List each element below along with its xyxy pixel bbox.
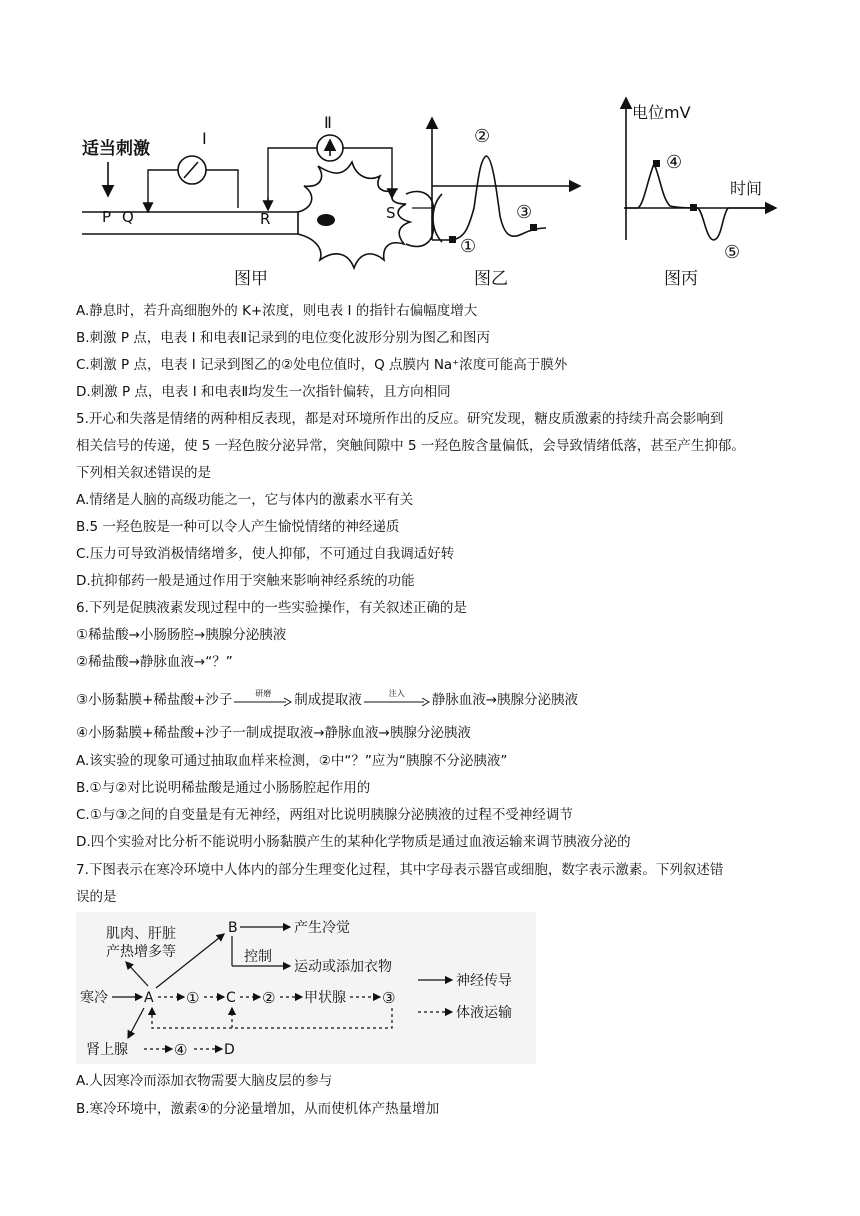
mark-3: ③ [516,202,533,223]
cold-sensation-label: 产生冷觉 [294,920,350,936]
panel-yi [432,118,580,289]
q7-stem-2: 误的是 [76,889,117,905]
figure-neuron-potential [76,90,786,296]
q6-stem: 6.下列是促胰液素发现过程中的一些实验操作，有关叙述正确的是 [76,600,467,616]
node-b: B [228,920,238,936]
hormone-2: ② [262,989,276,1007]
q7-stem-1: 7.下图表示在寒冷环境中人体内的部分生理变化过程，其中字母表示器官或细胞，数字表示激素。下列叙述错 [76,862,724,878]
control-label: 控制 [244,949,272,965]
point-p: P [102,208,112,226]
q6-op-4: ④小肠黏膜+稀盐酸+沙子一制成提取液→静脉血液→胰腺分泌胰液 [76,725,471,741]
exercise-clothes-label: 运动或添加衣物 [294,959,392,975]
axis-x-label: 时间 [730,179,763,198]
panel-bing [624,98,776,289]
point-q: Q [122,208,134,226]
q7-option-b: B.寒冷环境中，激素④的分泌量增加，从而使机体产热量增加 [76,1101,440,1117]
arrow-right-icon [234,697,292,707]
arrow-right-icon [364,697,430,707]
muscle-liver-label: 肌肉、肝脏 [106,926,176,942]
stimulus-label: 适当刺激 [82,139,150,159]
q6-option-d: D.四个实验对比分析不能说明小肠黏膜产生的某种化学物质是通过血液运输来调节胰液分泌的 [76,834,631,850]
adrenal-label: 肾上腺 [86,1042,128,1058]
q5-stem-3: 下列相关叙述错误的是 [76,465,211,481]
q6-option-a: A.该实验的现象可通过抽取血样来检测，②中“？”应为“胰腺不分泌胰液” [76,753,508,769]
q7-option-a: A.人因寒冷而添加衣物需要大脑皮层的参与 [76,1073,333,1089]
q6-op-3c: 静脉血液→胰腺分泌胰液 [431,692,579,708]
mark-4: ④ [666,152,683,173]
mark-2: ② [474,126,491,147]
q6-option-c: C.①与③之间的自变量是有无神经，两组对比说明胰腺分泌胰液的过程不受神经调节 [76,807,573,823]
mark-5: ⑤ [724,242,741,263]
heat-increase-label: 产热增多等 [106,944,176,960]
node-a: A [144,990,154,1006]
hormone-4: ④ [174,1041,188,1059]
caption-jia: 图甲 [234,269,268,289]
q4-option-a: A.静息时，若升高细胞外的 K+浓度，则电表 I 的指针右偏幅度增大 [76,303,478,319]
arrow-inject-label: 注入 [388,689,405,698]
mark-1: ① [460,236,477,257]
q6-op-3b: 制成提取液 [294,692,362,708]
node-c: C [226,990,236,1006]
q6-op-1: ①稀盐酸→小肠肠腔→胰腺分泌胰液 [76,627,287,643]
q5-option-c: C.压力可导致消极情绪增多，使人抑郁，不可通过自我调适好转 [76,546,455,562]
arrow-grind [234,690,292,710]
legend-nerve: 神经传导 [456,973,512,989]
legend-fluid: 体液运输 [456,1005,512,1021]
hormone-3: ③ [382,989,396,1007]
arrow-inject [364,690,430,710]
q5-stem-1: 5.开心和失落是情绪的两种相反表现，都是对环境所作出的反应。研究发现，糖皮质激素的持续升高会影响到 [76,411,724,427]
hormone-1: ① [186,989,200,1007]
q6-op-2: ②稀盐酸→静脉血液→“？” [76,654,233,670]
panel-jia [82,113,446,289]
point-r: R [260,210,271,228]
q4-option-c: C.刺激 P 点，电表 I 记录到图乙的②处电位值时，Q 点膜内 Na⁺浓度可能高于膜外 [76,357,568,373]
meter-1-label: Ⅰ [202,129,207,148]
axis-y-label: 电位mV [632,103,691,122]
node-d: D [224,1042,235,1058]
caption-yi: 图乙 [474,269,508,289]
q6-op-3a: ③小肠黏膜+稀盐酸+沙子 [76,692,233,708]
q5-option-a: A.情绪是人脑的高级功能之一，它与体内的激素水平有关 [76,492,414,508]
thyroid-label: 甲状腺 [304,990,346,1006]
cold-label: 寒冷 [80,990,108,1006]
arrow-grind-label: 研磨 [255,689,272,698]
meter-2-label: Ⅱ [324,113,332,132]
q4-option-b: B.刺激 P 点，电表 I 和电表Ⅱ记录到的电位变化波形分别为图乙和图丙 [76,330,490,346]
q5-option-d: D.抗抑郁药一般是通过作用于突触来影响神经系统的功能 [76,573,415,589]
q4-option-d: D.刺激 P 点，电表 I 和电表Ⅱ均发生一次指针偏转，且方向相同 [76,384,451,400]
caption-bing: 图丙 [664,269,698,289]
q6-op-3 [76,690,578,710]
q5-option-b: B.5 一羟色胺是一种可以令人产生愉悦情绪的神经递质 [76,519,400,535]
point-s: S [386,204,396,222]
figure-cold-regulation [76,912,536,1064]
q5-stem-2: 相关信号的传递，使 5 一羟色胺分泌异常，突触间隙中 5 一羟色胺含量偏低，会导致情绪低落，甚至产生抑郁。 [76,438,745,454]
q6-option-b: B.①与②对比说明稀盐酸是通过小肠肠腔起作用的 [76,780,371,796]
